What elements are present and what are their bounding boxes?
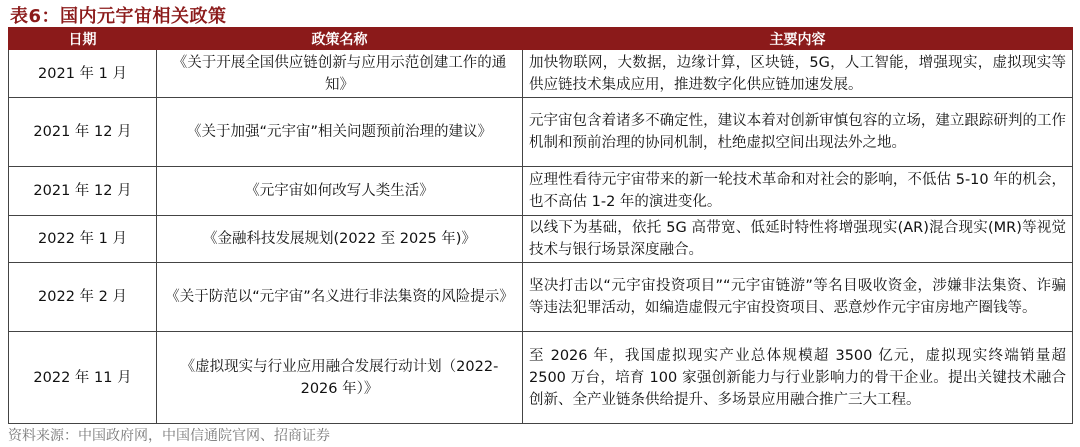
cell-content: 以线下为基础，依托 5G 高带宽、低延时特性将增强现实(AR)混合现实(MR)等视觉技术与银行场景深度融合。 [523, 216, 1073, 263]
cell-content: 坚决打击以“元宇宙投资项目”“元宇宙链游”等名目吸收资金，涉嫌非法集资、诈骗等违法犯罪活动，如编造虚假元宇宙投资项目、恶意炒作元宇宙房地产圈钱等。 [523, 263, 1073, 332]
source-note: 资料来源：中国政府网，中国信通院官网、招商证券 [8, 428, 330, 444]
cell-policy-name: 《关于加强“元宇宙”相关问题预前治理的建议》 [157, 98, 523, 167]
header-content: 主要内容 [523, 28, 1073, 50]
cell-content: 元宇宙包含着诸多不确定性，建议本着对创新审慎包容的立场，建立跟踪研判的工作机制和预前治理的协同机制，杜绝虚拟空间出现法外之地。 [523, 98, 1073, 167]
table-header-row [9, 28, 1073, 50]
cell-content: 加快物联网，大数据，边缘计算，区块链，5G，人工智能，增强现实，虚拟现实等供应链技术集成应用，推进数字化供应链加速发展。 [523, 50, 1073, 98]
header-policy-name: 政策名称 [157, 28, 523, 50]
cell-date: 2021 年 12 月 [9, 167, 157, 216]
cell-date: 2021 年 12 月 [9, 98, 157, 167]
cell-policy-name: 《金融科技发展规划(2022 至 2025 年)》 [157, 216, 523, 263]
policy-table [8, 27, 1073, 424]
cell-date: 2022 年 2 月 [9, 263, 157, 332]
cell-content: 至 2026 年，我国虚拟现实产业总体规模超 3500 亿元，虚拟现实终端销量超 2500 万台，培育 100 家强创新能力与行业影响力的骨干企业。提出关键技术融合创新、全产业链条供给提升、多场景应用融合推广三大工程。 [523, 332, 1073, 424]
table-row [9, 263, 1073, 332]
cell-date: 2022 年 1 月 [9, 216, 157, 263]
header-date: 日期 [9, 28, 157, 50]
cell-policy-name: 《关于防范以“元宇宙”名义进行非法集资的风险提示》 [157, 263, 523, 332]
table-row [9, 167, 1073, 216]
cell-content: 应理性看待元宇宙带来的新一轮技术革命和对社会的影响，不低估 5-10 年的机会，也不高估 1-2 年的演进变化。 [523, 167, 1073, 216]
table-row [9, 50, 1073, 98]
cell-policy-name: 《虚拟现实与行业应用融合发展行动计划（2022-2026 年）》 [157, 332, 523, 424]
cell-policy-name: 《关于开展全国供应链创新与应用示范创建工作的通知》 [157, 50, 523, 98]
table-row [9, 98, 1073, 167]
table-title: 表6：国内元宇宙相关政策 [10, 6, 227, 27]
table-row [9, 216, 1073, 263]
cell-policy-name: 《元宇宙如何改写人类生活》 [157, 167, 523, 216]
cell-date: 2022 年 11 月 [9, 332, 157, 424]
table-row [9, 332, 1073, 424]
cell-date: 2021 年 1 月 [9, 50, 157, 98]
